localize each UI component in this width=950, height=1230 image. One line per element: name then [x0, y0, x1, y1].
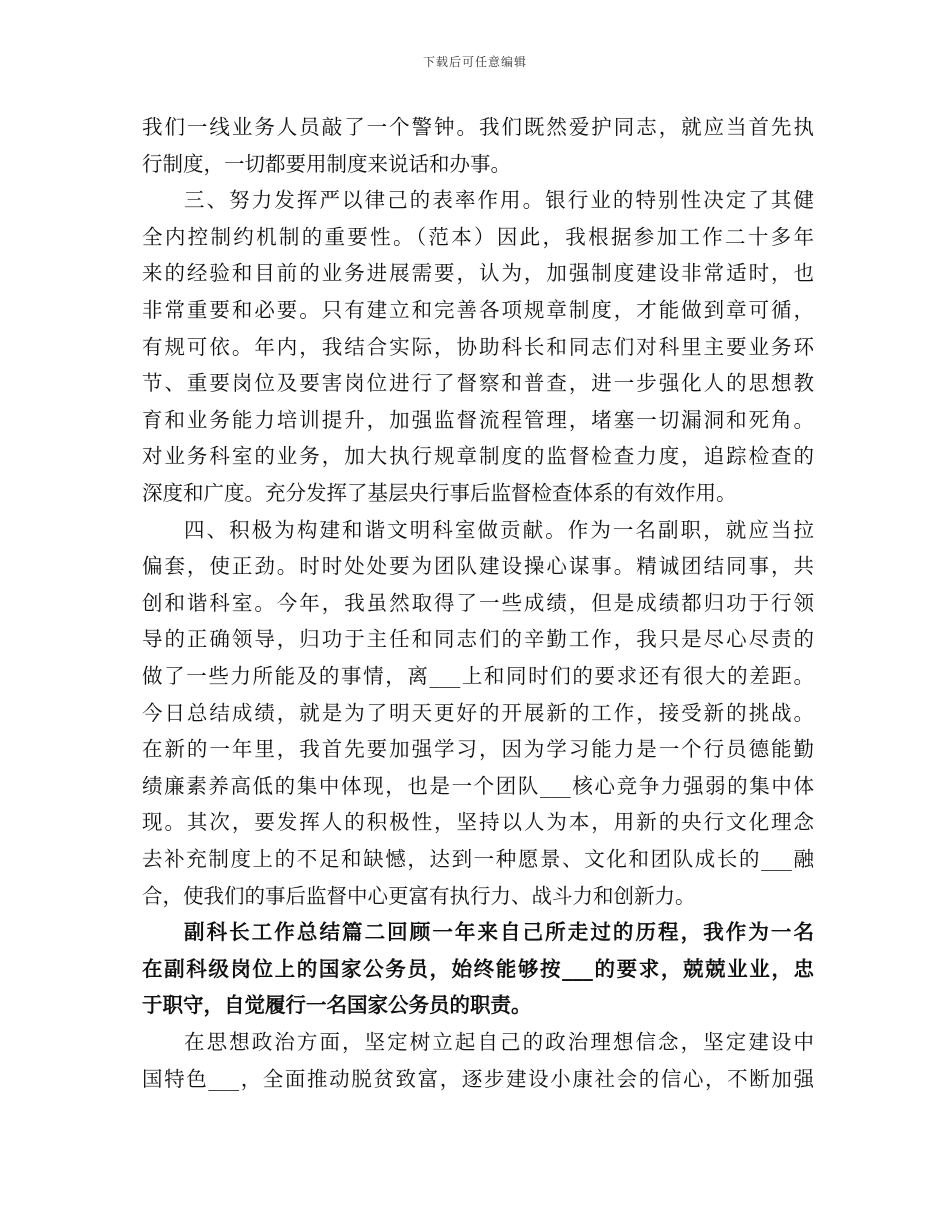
text-line: 深度和广度。充分发挥了基层央行事后监督检查体系的有效作用。 [142, 481, 737, 505]
text-line: 于职守，自觉履行一名国家公务员的职责。 [142, 993, 532, 1018]
text-line: 三、努力发挥严以律己的表率作用。银行业的特别性决定了其健 [184, 188, 814, 213]
text-line: 我们一线业务人员敲了一个警钟。我们既然爱护同志，就应当首先执 [142, 115, 814, 139]
text-line: 节、重要岗位及要害岗位进行了督察和普查，进一步强化人的思想教 [142, 371, 814, 396]
text-line: 去补充制度上的不足和缺憾，达到一种愿景、文化和团队成长的___融 [142, 847, 814, 871]
text-line: 在新的一年里，我首先要加强学习，因为学习能力是一个行员德能勤 [142, 737, 814, 762]
text-line: 副科长工作总结篇二回顾一年来自己所走过的历程，我作为一名 [184, 920, 814, 945]
text-line: 对业务科室的业务，加大执行规章制度的监督检查力度，追踪检查的 [142, 444, 814, 469]
text-line: 有规可依。年内，我结合实际，协助科长和同志们对科里主要业务环 [142, 334, 814, 359]
text-line: 现。其次，要发挥人的积极性，坚持以人为本，用新的央行文化理念 [142, 810, 814, 835]
text-line: 非常重要和必要。只有建立和完善各项规章制度，才能做到章可循， [142, 298, 814, 322]
text-line: 来的经验和目前的业务进展需要，认为，加强制度建设非常适时，也 [142, 261, 814, 286]
text-line: 偏套，使正劲。时时处处要为团队建设操心谋事。精诚团结同事，共 [142, 554, 814, 579]
text-line: 在思想政治方面，坚定树立起自己的政治理想信念，坚定建设中 [184, 1030, 814, 1054]
header-note: 下载后可任意编辑 [422, 55, 527, 69]
text-line: 创和谐科室。今年，我虽然取得了一些成绩，但是成绩都归功于行领 [142, 590, 814, 615]
text-line: 绩廉素养高低的集中体现，也是一个团队___核心竞争力强弱的集中体 [142, 773, 814, 798]
text-line: 全内控制约机制的重要性。（范本）因此，我根据参加工作二十多年 [142, 224, 814, 249]
text-line: 四、积极为构建和谐文明科室做贡献。作为一名副职，就应当拉 [184, 517, 814, 542]
text-line: 国特色___，全面推动脱贫致富，逐步建设小康社会的信心，不断加强 [142, 1066, 814, 1091]
text-line: 行制度，一切都要用制度来说话和办事。 [142, 151, 511, 176]
text-line: 做了一些力所能及的事情，离___上和同时们的要求还有很大的差距。 [142, 664, 814, 688]
text-line: 今日总结成绩，就是为了明天更好的开展新的工作，接受新的挑战。 [142, 700, 814, 725]
text-line: 育和业务能力培训提升，加强监督流程管理，堵塞一切漏洞和死角。 [142, 407, 814, 432]
text-line: 在副科级岗位上的国家公务员，始终能够按___的要求，兢兢业业，忠 [142, 956, 814, 981]
text-line: 导的正确领导，归功于主任和同志们的辛勤工作，我只是尽心尽责的 [142, 627, 814, 652]
text-line: 合，使我们的事后监督中心更富有执行力、战斗力和创新力。 [142, 883, 696, 908]
